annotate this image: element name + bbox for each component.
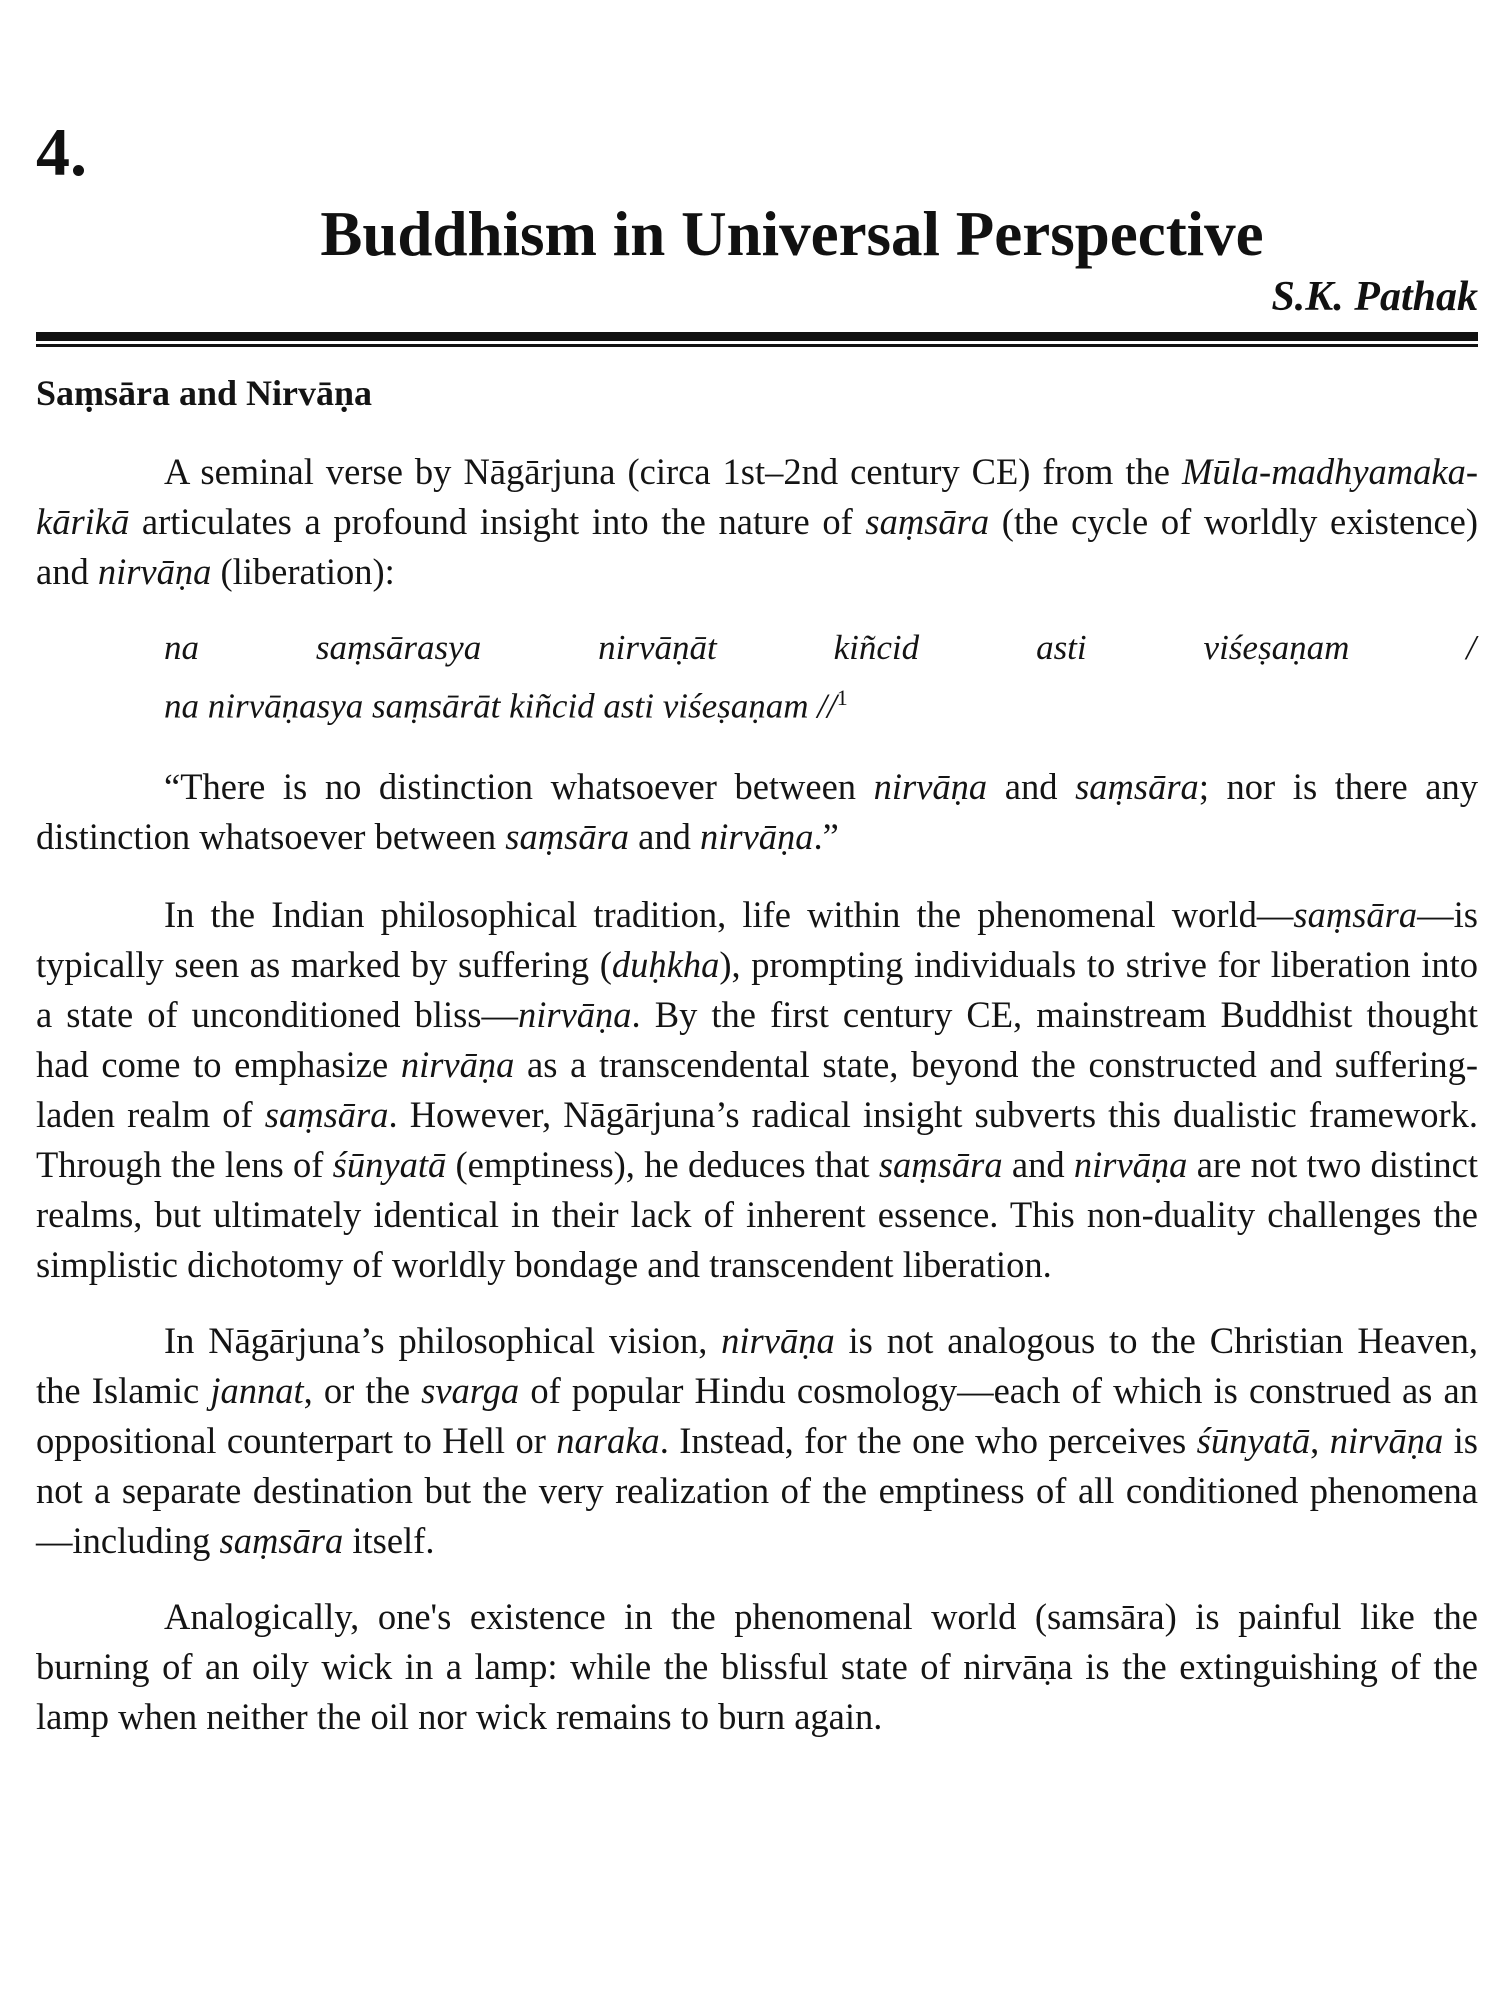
italic-term: nirvāṇa <box>400 1043 515 1085</box>
book-page <box>36 0 1478 2000</box>
italic-term: nirvāṇa <box>721 1319 835 1361</box>
italic-term: jannat <box>210 1369 304 1411</box>
italic-term: nirvāṇa <box>1329 1419 1444 1461</box>
sanskrit-verse <box>164 623 1478 732</box>
italic-term: saṃsāra <box>878 1143 1003 1185</box>
divider-thick-line <box>36 332 1478 341</box>
footnote-marker[interactable]: 1 <box>836 685 848 710</box>
text-run: In Nāgārjuna’s philosophical vision, <box>164 1319 722 1361</box>
author-name: S.K. Pathak <box>1271 274 1478 320</box>
verse-word: nirvāṇāt <box>598 628 717 667</box>
divider-thin-line <box>36 344 1478 347</box>
text-run: (emptiness), he deduces that <box>446 1143 879 1185</box>
paragraph <box>36 1592 1478 1742</box>
text-run: and <box>987 765 1076 807</box>
text-run: (the cycle of worldly existence) and <box>36 501 1478 592</box>
verse-word: saṃsārasya <box>315 628 482 667</box>
italic-term: Mūla-madhyamaka-kārikā <box>36 451 1478 542</box>
verse-word: / <box>1466 628 1476 667</box>
text-run: and <box>1002 1143 1074 1185</box>
verse-line-1 <box>164 623 1476 673</box>
italic-term: duḥkha <box>611 943 720 985</box>
verse-word: asti <box>1036 628 1087 667</box>
text-run: .” <box>813 815 839 857</box>
body-text <box>36 447 1478 1768</box>
text-run: (liberation): <box>211 551 395 592</box>
text-run: are not two distinct realms, but ultimately identical in their lack of inherent essence. This non-duality challenges the simplistic dichotomy of worldly bondage and transcendent liberation. <box>36 1143 1479 1285</box>
verse-line-2 <box>164 673 1478 732</box>
translation-paragraph <box>36 762 1478 862</box>
text-run: ; nor is there any distinction whatsoever between <box>36 765 1478 857</box>
text-run: In the Indian philosophical tradition, life within the phenomenal world— <box>164 893 1294 935</box>
text-run: “There is no distinction whatsoever between <box>164 765 874 807</box>
text-run: is not a separate destination but the very realization of the emptiness of all conditioned phenomena—including <box>36 1419 1478 1561</box>
italic-term: nirvāṇa <box>518 993 632 1035</box>
italic-term: nirvāṇa <box>699 815 814 857</box>
italic-term: saṃsāra <box>264 1093 389 1135</box>
italic-term: saṃsāra <box>219 1519 344 1561</box>
text-run: , <box>1310 1419 1330 1461</box>
text-run: Analogically, one's existence in the phenomenal world (samsāra) is painful like the burning of an oily wick in a lamp: while the blissful state of nirvāṇa is the extinguishing of the lamp when neither the oil nor wick remains to burn again. <box>36 1595 1478 1737</box>
chapter-title: Buddhism in Universal Perspective <box>320 199 1264 269</box>
verse-word: na <box>164 628 199 667</box>
text-run: A seminal verse by Nāgārjuna (circa 1st–2nd century CE) from the <box>164 451 1183 492</box>
text-run: itself. <box>343 1519 435 1561</box>
text-run: is not analogous to the Christian Heaven, the Islamic <box>36 1319 1478 1411</box>
italic-term: saṃsāra <box>1293 893 1418 935</box>
italic-term: nirvāṇa <box>873 765 988 807</box>
verse-word: kiñcid <box>833 628 920 667</box>
text-run: . By the first century CE, mainstream Buddhist thought had come to emphasize <box>36 993 1478 1085</box>
italic-term: saṃsāra <box>1075 765 1199 807</box>
verse-word: viśeṣaṇam <box>1203 628 1350 667</box>
text-run: of popular Hindu cosmology—each of which is construed as an oppositional counterpart to Hell or <box>36 1369 1478 1461</box>
text-run: , or the <box>303 1369 422 1411</box>
text-run: —is typically seen as marked by suffering ( <box>36 893 1478 985</box>
paragraph <box>36 1316 1478 1566</box>
italic-term: naraka <box>556 1419 660 1461</box>
italic-term: nirvāṇa <box>97 551 212 592</box>
text-run: ), prompting individuals to strive for liberation into a state of unconditioned bliss— <box>36 943 1478 1035</box>
text-run: . Instead, for the one who perceives <box>659 1419 1197 1461</box>
italic-term: saṃsāra <box>865 501 990 542</box>
paragraph <box>36 447 1478 597</box>
italic-term: nirvāṇa <box>1073 1143 1188 1185</box>
text-run: as a transcendental state, beyond the constructed and suffering-laden realm of <box>36 1043 1478 1135</box>
italic-term: śūnyatā <box>332 1143 447 1185</box>
italic-term: svarga <box>421 1369 520 1411</box>
verse-line-2-text: na nirvāṇasya saṃsārāt kiñcid asti viśeṣaṇam // <box>164 686 837 726</box>
text-run: and <box>629 815 700 857</box>
title-divider <box>36 332 1478 347</box>
paragraph <box>36 890 1478 1290</box>
section-heading: Saṃsāra and Nirvāṇa <box>36 373 373 413</box>
italic-term: saṃsāra <box>505 815 630 857</box>
chapter-number: 4. <box>36 114 87 190</box>
text-run: articulates a profound insight into the nature of <box>129 501 866 542</box>
italic-term: śūnyatā <box>1196 1419 1311 1461</box>
text-run: . However, Nāgārjuna’s radical insight subverts this dualistic framework. Through the lens of <box>36 1093 1478 1185</box>
